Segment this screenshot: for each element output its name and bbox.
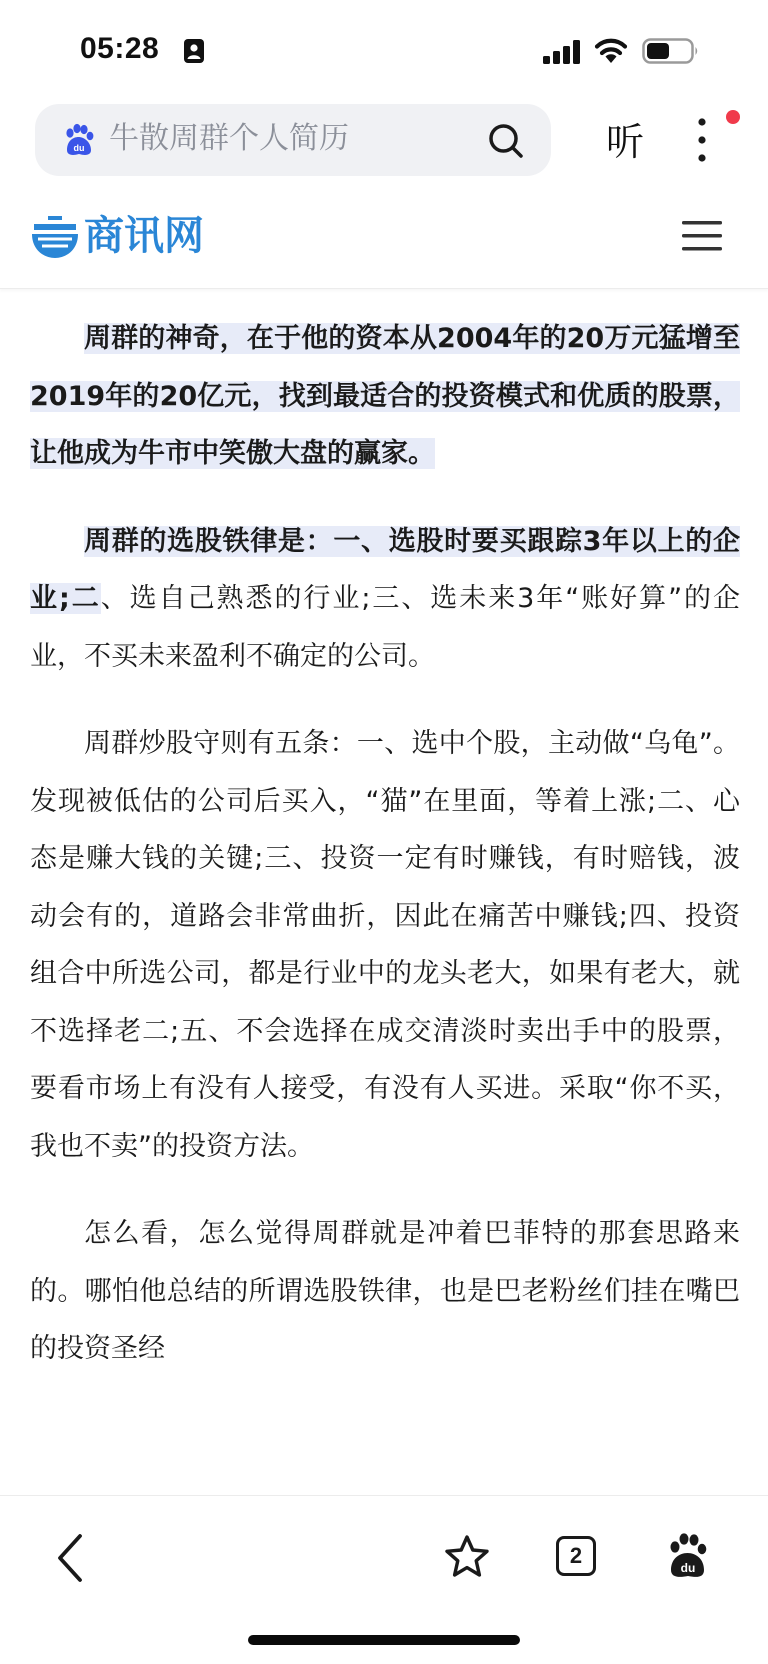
highlighted-text: 周群的选股铁律是：一、选股时要买跟踪3年以上的企业;二 xyxy=(30,525,740,614)
article-paragraph xyxy=(30,715,740,1175)
paragraph-text: 、选自己熟悉的行业;三、选未来3年“账好算”的企业，不买未来盈利不确定的公司。 xyxy=(30,583,740,672)
notification-dot xyxy=(726,110,740,124)
article-paragraph xyxy=(30,310,740,483)
baidu-paw-icon[interactable] xyxy=(666,1532,710,1580)
baidu-paw-icon xyxy=(61,122,97,158)
svg-text:du: du xyxy=(73,143,85,153)
back-arrow-icon[interactable] xyxy=(52,1532,88,1584)
search-query[interactable]: 牛散周群个人简历 xyxy=(109,121,349,156)
site-header xyxy=(0,196,768,289)
article-paragraph xyxy=(30,513,740,686)
article-body xyxy=(30,310,740,1495)
id-card-icon xyxy=(183,38,205,64)
star-bookmark-icon[interactable] xyxy=(444,1534,490,1580)
home-indicator[interactable] xyxy=(248,1635,520,1645)
article-paragraph xyxy=(30,1205,740,1378)
search-bar[interactable] xyxy=(35,104,551,176)
site-logo-text[interactable]: 商讯网 xyxy=(84,212,204,259)
more-vertical-icon[interactable] xyxy=(690,116,714,164)
wifi-icon xyxy=(594,36,628,64)
paragraph-text: 怎么看，怎么觉得周群就是冲着巴菲特的那套思路来的。哪怕他总结的所谓选股铁律，也是巴老粉丝们挂在嘴巴的投资圣经 xyxy=(30,1218,740,1364)
site-logo-icon[interactable] xyxy=(30,212,80,260)
svg-text:du: du xyxy=(680,1561,696,1575)
listen-button[interactable]: 听 xyxy=(605,120,644,164)
status-bar xyxy=(0,0,768,100)
bottom-nav-bar xyxy=(0,1495,768,1664)
hamburger-menu-icon[interactable] xyxy=(680,218,724,254)
search-icon[interactable] xyxy=(487,122,525,160)
battery-icon xyxy=(642,37,700,65)
paragraph-text: 周群炒股守则有五条：一、选中个股，主动做“乌龟”。发现被低估的公司后买入，“猫”在里面，等着上涨;二、心态是赚大钱的关键;三、投资一定有时赚钱，有时赔钱，波动会有的，道路会非常曲折，因此在痛苦中赚钱;四、投资组合中所选公司，都是行业中的龙头老大，如果有老大，就不选择老二;五、不会选择在成交清淡时卖出手中的股票，要看市场上有没有人接受，有没有人买进。采取“你不买，我也不卖”的投资方法。 xyxy=(30,728,740,1162)
status-time: 05:28 xyxy=(80,32,160,65)
highlighted-text: 周群的神奇，在于他的资本从2004年的20万元猛增至2019年的20亿元，找到最适合的投资模式和优质的股票，让他成为牛市中笑傲大盘的赢家。 xyxy=(30,323,740,469)
cellular-signal-icon xyxy=(543,40,583,64)
tabs-icon[interactable]: 2 xyxy=(556,1536,596,1576)
